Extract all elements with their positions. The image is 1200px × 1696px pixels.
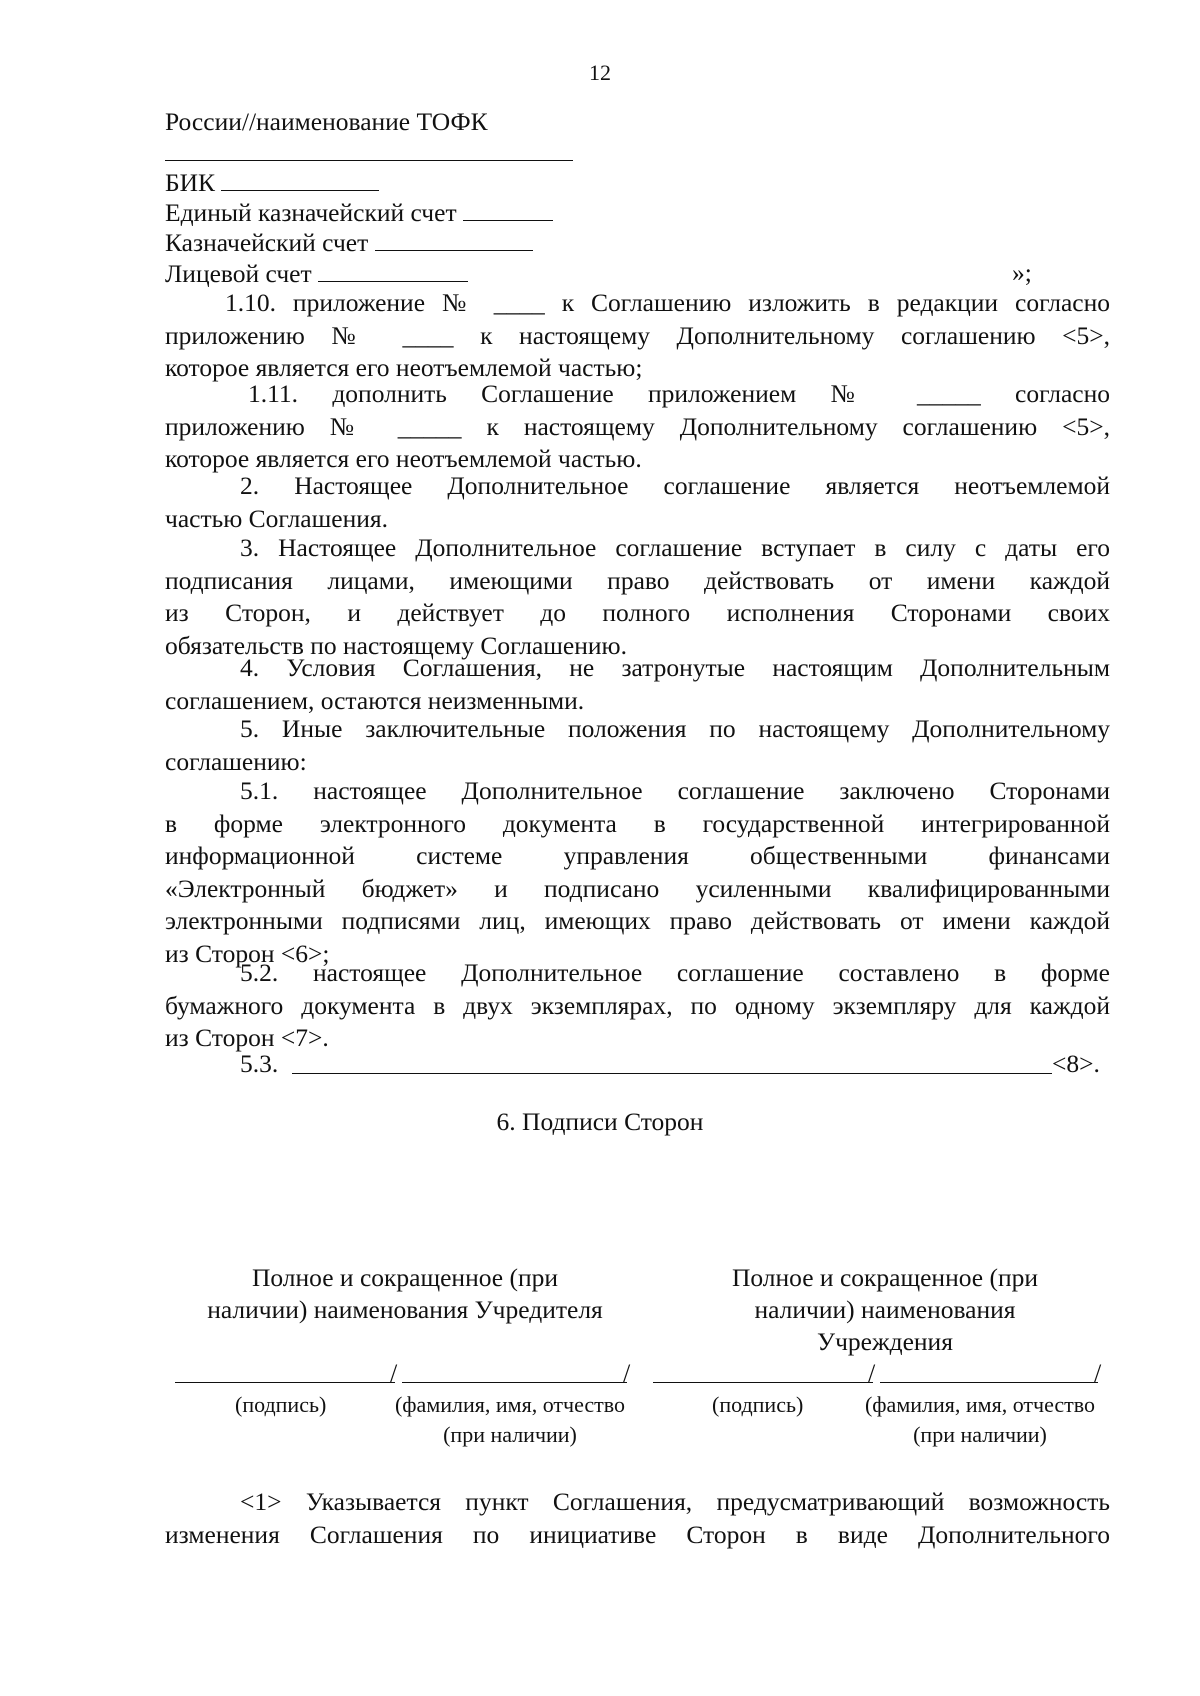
item-3: 3. Настоящее Дополнительное соглашение вступает в силу с даты его подписания лицами, имеющими право действовать от имени каждой из Сторон, и действует до полного исполнения Сторонами своих обязательств по настоящему Соглашению.: [165, 533, 1110, 660]
bik-blank: [221, 166, 379, 191]
treasury-label: Казначейский счет: [165, 228, 369, 257]
personal-blank: [318, 257, 468, 282]
institution-slash-1: /: [868, 1359, 876, 1388]
item-2: 2. Настоящее Дополнительное соглашение является неотъемлемой частью Соглашения.: [165, 471, 1110, 533]
institution-name-caption: (фамилия, имя, отчество (при наличии): [864, 1392, 1096, 1447]
page-number: 12: [589, 60, 611, 85]
founder-title: Полное и сокращенное (при наличии) наименования Учредителя: [207, 1263, 603, 1324]
tofk-blank-line: [165, 160, 573, 161]
founder-slash-1: /: [390, 1359, 398, 1388]
item-5-3-label: 5.3.: [240, 1049, 279, 1078]
founder-slash-2: /: [623, 1359, 631, 1388]
item-5-2: 5.2. настоящее Дополнительное соглашение составлено в форме бумажного документа в двух экземплярах, по одному экземпляру для каждой из Сторон <7>.: [165, 958, 1110, 1053]
personal-account-row: [165, 257, 468, 290]
institution-slash-2: /: [1094, 1359, 1102, 1388]
bik-row: [165, 166, 379, 199]
item-5-1: 5.1. настоящее Дополнительное соглашение заключено Сторонами в форме электронного документа в государственной интегрированной информационной системе управления общественными финансами «Электронный бюджет» и подписано усиленными квалифицированными электронными подписями лиц, имеющих право действовать от имени каждой из Сторон <6>;: [165, 776, 1110, 968]
signatures-heading: 6. Подписи Сторон: [496, 1107, 704, 1136]
treasury-blank: [375, 226, 533, 251]
institution-title: Полное и сокращенное (при наличии) наименования Учреждения: [731, 1263, 1039, 1356]
founder-name-line: [402, 1382, 627, 1383]
founder-name-caption: (фамилия, имя, отчество (при наличии): [394, 1392, 626, 1447]
item-4: 4. Условия Соглашения, не затронутые настоящим Дополнительным соглашением, остаются неизменными.: [165, 653, 1110, 715]
quote-closing: »;: [1012, 258, 1032, 287]
single-treasury-blank: [463, 196, 553, 221]
item-1-10: 1.10. приложение № ____ к Соглашению изложить в редакции согласно приложению № ____ к настоящему Дополнительному соглашению <5>, которое является его неотъемлемой частью;: [165, 288, 1110, 383]
bik-label: БИК: [165, 168, 216, 197]
founder-sign-caption: (подпись): [235, 1392, 327, 1417]
item-5: 5. Иные заключительные положения по настоящему Дополнительному соглашению:: [165, 714, 1110, 776]
item-1-11: 1.11. дополнить Соглашение приложением № _____ согласно приложению № _____ к настоящему Дополнительному соглашению <5>, которое является его неотъемлемой частью.: [165, 379, 1110, 474]
institution-signature-line: [653, 1382, 873, 1383]
item-5-3-end: <8>.: [1052, 1049, 1100, 1078]
item-5-3-blank: [292, 1073, 1052, 1074]
institution-sign-caption: (подпись): [712, 1392, 804, 1417]
institution-name-line: [880, 1382, 1098, 1383]
footnote-1: <1> Указывается пункт Соглашения, предусматривающий возможность изменения Соглашения по инициативе Сторон в виде Дополнительного: [165, 1487, 1110, 1549]
tofk-name-line: России//наименование ТОФК: [165, 107, 488, 136]
founder-signature-line: [175, 1382, 395, 1383]
single-treasury-row: [165, 196, 553, 229]
single-treasury-label: Единый казначейский счет: [165, 198, 457, 227]
personal-label: Лицевой счет: [165, 259, 312, 288]
treasury-row: [165, 226, 533, 259]
